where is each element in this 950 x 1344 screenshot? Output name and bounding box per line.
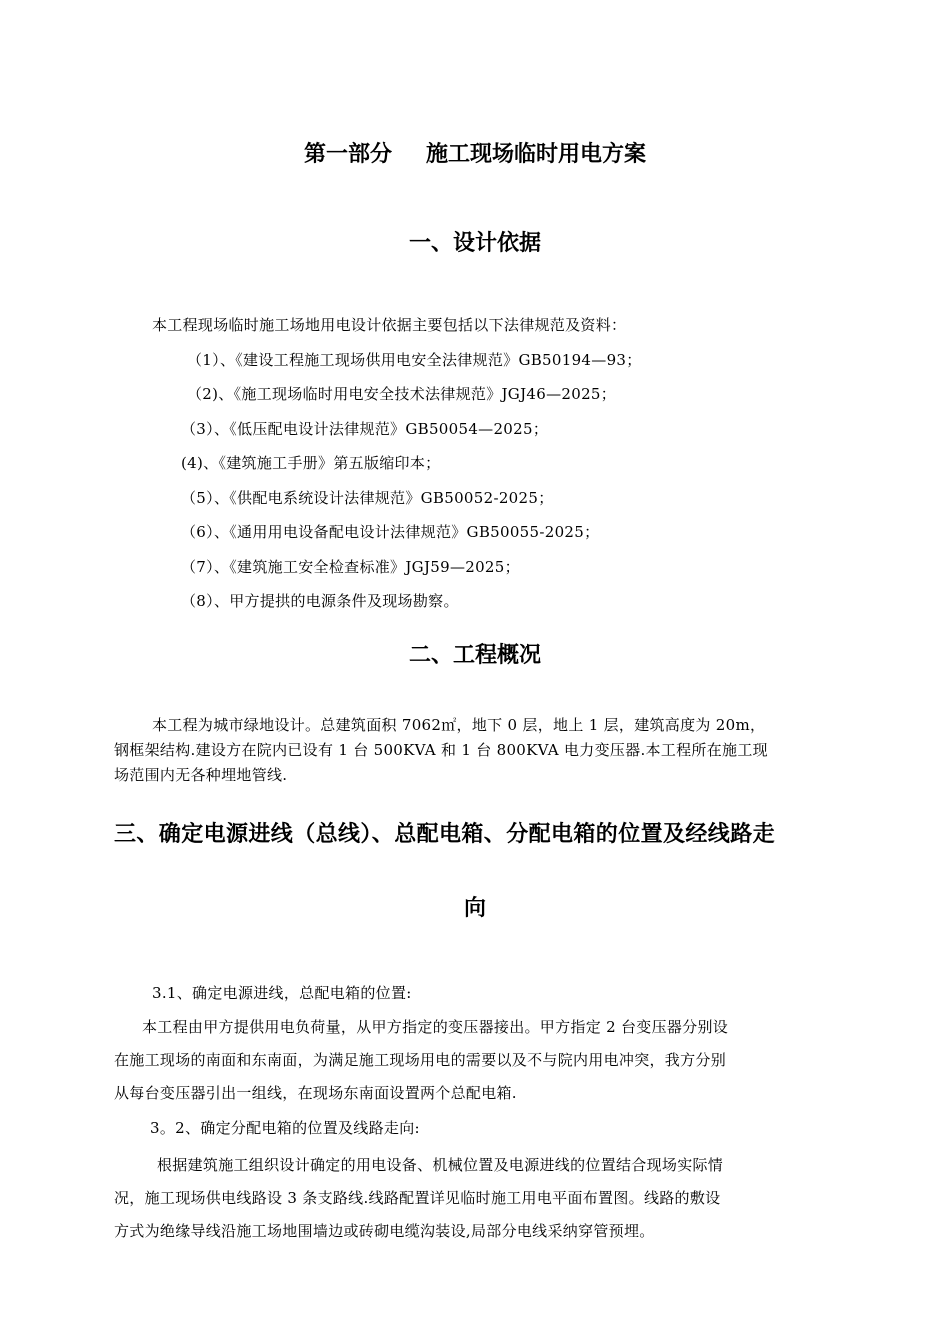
reference-item: （5）、《供配电系统设计法律规范》GB50052-2025；	[181, 489, 554, 507]
reference-item: （2)、《施工现场临时用电安全技术法律规范》JGJ46—2025；	[187, 385, 617, 403]
title-part: 第一部分	[303, 142, 392, 167]
section-heading-2: 二、工程概况	[408, 643, 541, 668]
subsection-3-1-line: 本工程由甲方提供用电负荷量，从甲方指定的变压器接出。甲方指定 2 台变压器分别设	[142, 1018, 729, 1036]
subsection-title-3-1: 3.1、确定电源进线，总配电箱的位置:	[152, 984, 412, 1002]
title-name: 施工现场临时用电方案	[426, 142, 647, 167]
document-title	[0, 137, 950, 168]
section-heading-3-continued: 向	[463, 896, 486, 921]
section-heading-1: 一、设计依据	[408, 231, 541, 256]
subsection-3-1-line: 在施工现场的南面和东南面，为满足施工现场用电的需要以及不与院内用电冲突，我方分别	[114, 1051, 727, 1069]
subsection-3-2-line: 根据建筑施工组织设计确定的用电设备、机械位置及电源进线的位置结合现场实际情	[157, 1156, 724, 1174]
overview-line: 场范围内无各种埋地管线.	[114, 766, 288, 784]
subsection-3-2-line: 方式为绝缘导线沿施工场地围墙边或砖砌电缆沟装设,局部分电线采纳穿管预埋。	[114, 1222, 655, 1240]
overview-line: 钢框架结构.建设方在院内已设有 1 台 500KVA 和 1 台 800KVA 电力变压器.本工程所在施工现	[114, 741, 768, 759]
reference-item: (4)、《建筑施工手册》第五版缩印本；	[181, 454, 441, 472]
subsection-3-1-line: 从每台变压器引出一组线，在现场东南面设置两个总配电箱.	[114, 1084, 517, 1102]
reference-item: （8）、甲方提拱的电源条件及现场勘察。	[181, 592, 459, 610]
subsection-3-2-line: 况，施工现场供电线路设 3 条支路线.线路配置详见临时施工用电平面布置图。线路的敷设	[114, 1189, 721, 1207]
reference-item: （1）、《建设工程施工现场供用电安全法律规范》GB50194—93；	[187, 351, 642, 369]
overview-line: 本工程为城市绿地设计。总建筑面积 7062㎡，地下 0 层，地上 1 层，建筑高度为 20m，	[152, 716, 766, 734]
section1-intro: 本工程现场临时施工场地用电设计依据主要包括以下法律规范及资料：	[152, 316, 627, 334]
reference-item: （3）、《低压配电设计法律规范》GB50054—2025；	[181, 420, 549, 438]
reference-item: （7）、《建筑施工安全检查标准》JGJ59—2025；	[181, 558, 520, 576]
reference-item: （6）、《通用用电设备配电设计法律规范》GB50055-2025；	[181, 523, 600, 541]
section-heading-3: 三、确定电源进线（总线）、总配电箱、分配电箱的位置及经线路走	[114, 822, 776, 847]
subsection-title-3-2: 3。2、确定分配电箱的位置及线路走向:	[150, 1119, 420, 1137]
